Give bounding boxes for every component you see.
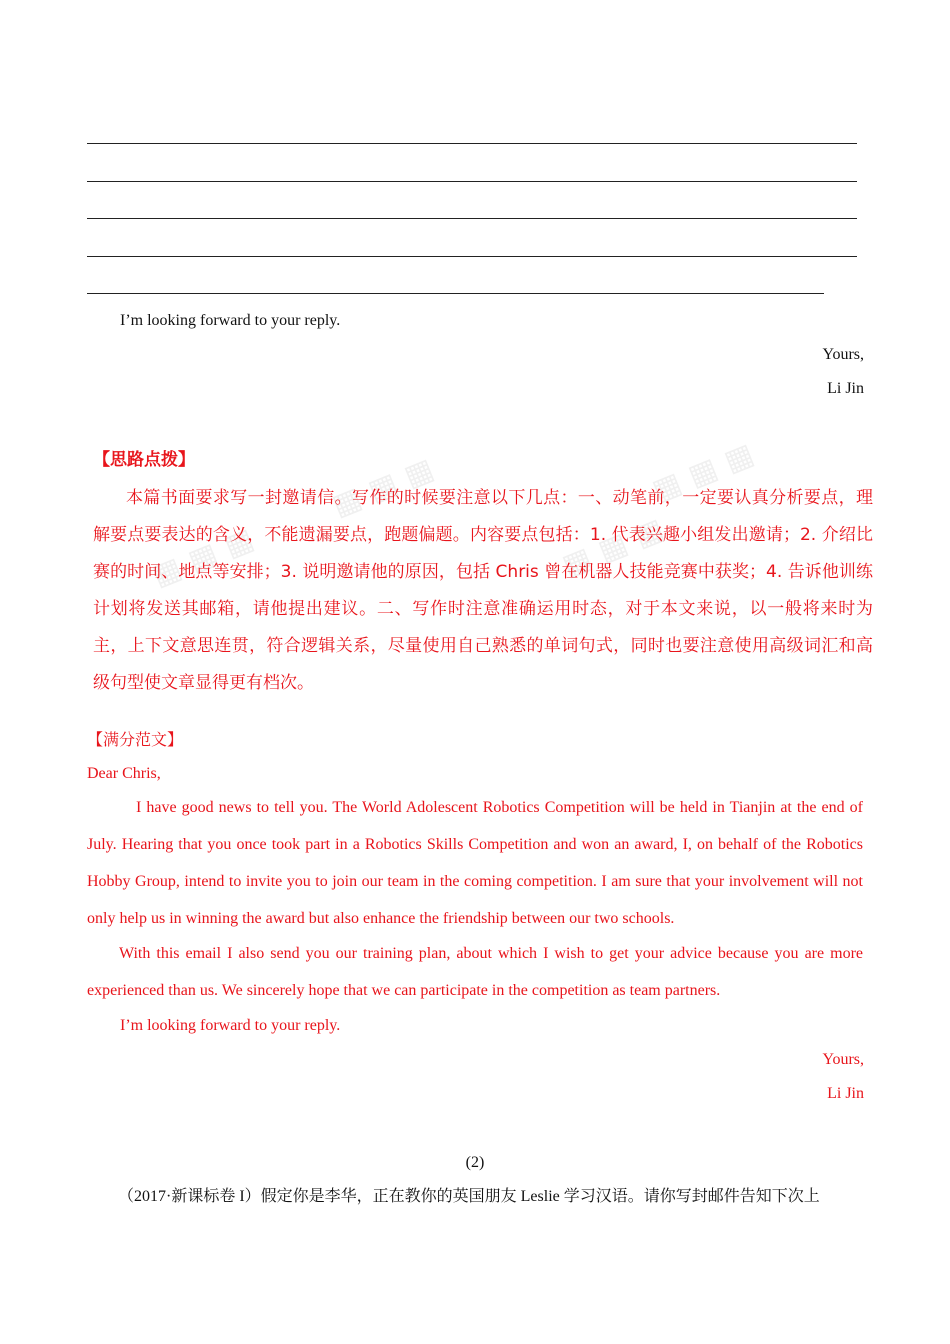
hint-heading: 【思路点拨】 [93, 450, 195, 470]
hint-body: 本篇书面要求写一封邀请信。写作的时候要注意以下几点：一、动笔前，一定要认真分析要点，理解要点要表达的含义，不能遗漏要点，跑题偏题。内容要点包括：1. 代表兴趣小组发出邀请；2. 介绍比赛的时间、地点等安排；3. 说明邀请他的原因，包括 Chris 曾在机器人技能竞赛中获奖；4. 告诉他训练计划将发送其邮箱，请他提出建议。二、写作时注意准确运用时态，对于本文来说，以一般将来时为主，上下文意思连贯，符合逻辑关系，尽量使用自己熟悉的单词句式，同时也要注意使用高级词汇和高级句型使文章显得更有档次。 [93, 488, 873, 693]
letter-name: Li Jin [827, 1085, 864, 1102]
answer-line [87, 218, 857, 219]
watermark-mark: ▦ ▦ ▦ [147, 521, 259, 594]
watermark-mark: ▦ ▦ ▦ [647, 436, 759, 509]
letter-sign-off: Yours, [822, 1051, 864, 1068]
watermark-mark: ▦ ▦ ▦ [557, 511, 669, 584]
question-prompt: （2017·新课标卷 I）假定你是李华，正在教你的英国朋友 Leslie 学习汉语。请你写封邮件告知下次上 [118, 1188, 820, 1205]
signature-name: Li Jin [827, 380, 864, 397]
watermark-mark: ▦ ▦ ▦ [327, 451, 439, 524]
answer-line [87, 293, 824, 294]
letter-paragraph-1: I have good news to tell you. The World Adolescent Robotics Competition will be held in Tianjin at the end of July. Hearing that you once took part in a Robotics Skills Competition and won an award, I, on behalf of the Robotics Hobby Group, intend to invite you to join our team in the coming competition. I am sure that your involvement will not only help us in winning the award but also enhance the friendship between our two schools. [87, 799, 863, 927]
letter-paragraph-2: With this email I also send you our training plan, about which I wish to get your advice because you are more experienced than us. We sincerely hope that we can participate in the competition as team partners. [87, 945, 863, 999]
closing-line: I’m looking forward to your reply. [120, 312, 341, 329]
answer-line [87, 143, 857, 144]
answer-line [87, 256, 857, 257]
letter-closing: I’m looking forward to your reply. [120, 1017, 341, 1034]
question-number: (2) [465, 1154, 485, 1171]
answer-line [87, 181, 857, 182]
sign-off: Yours, [822, 346, 864, 363]
letter-greeting: Dear Chris, [87, 765, 161, 782]
sample-heading: 【满分范文】 [87, 732, 184, 749]
